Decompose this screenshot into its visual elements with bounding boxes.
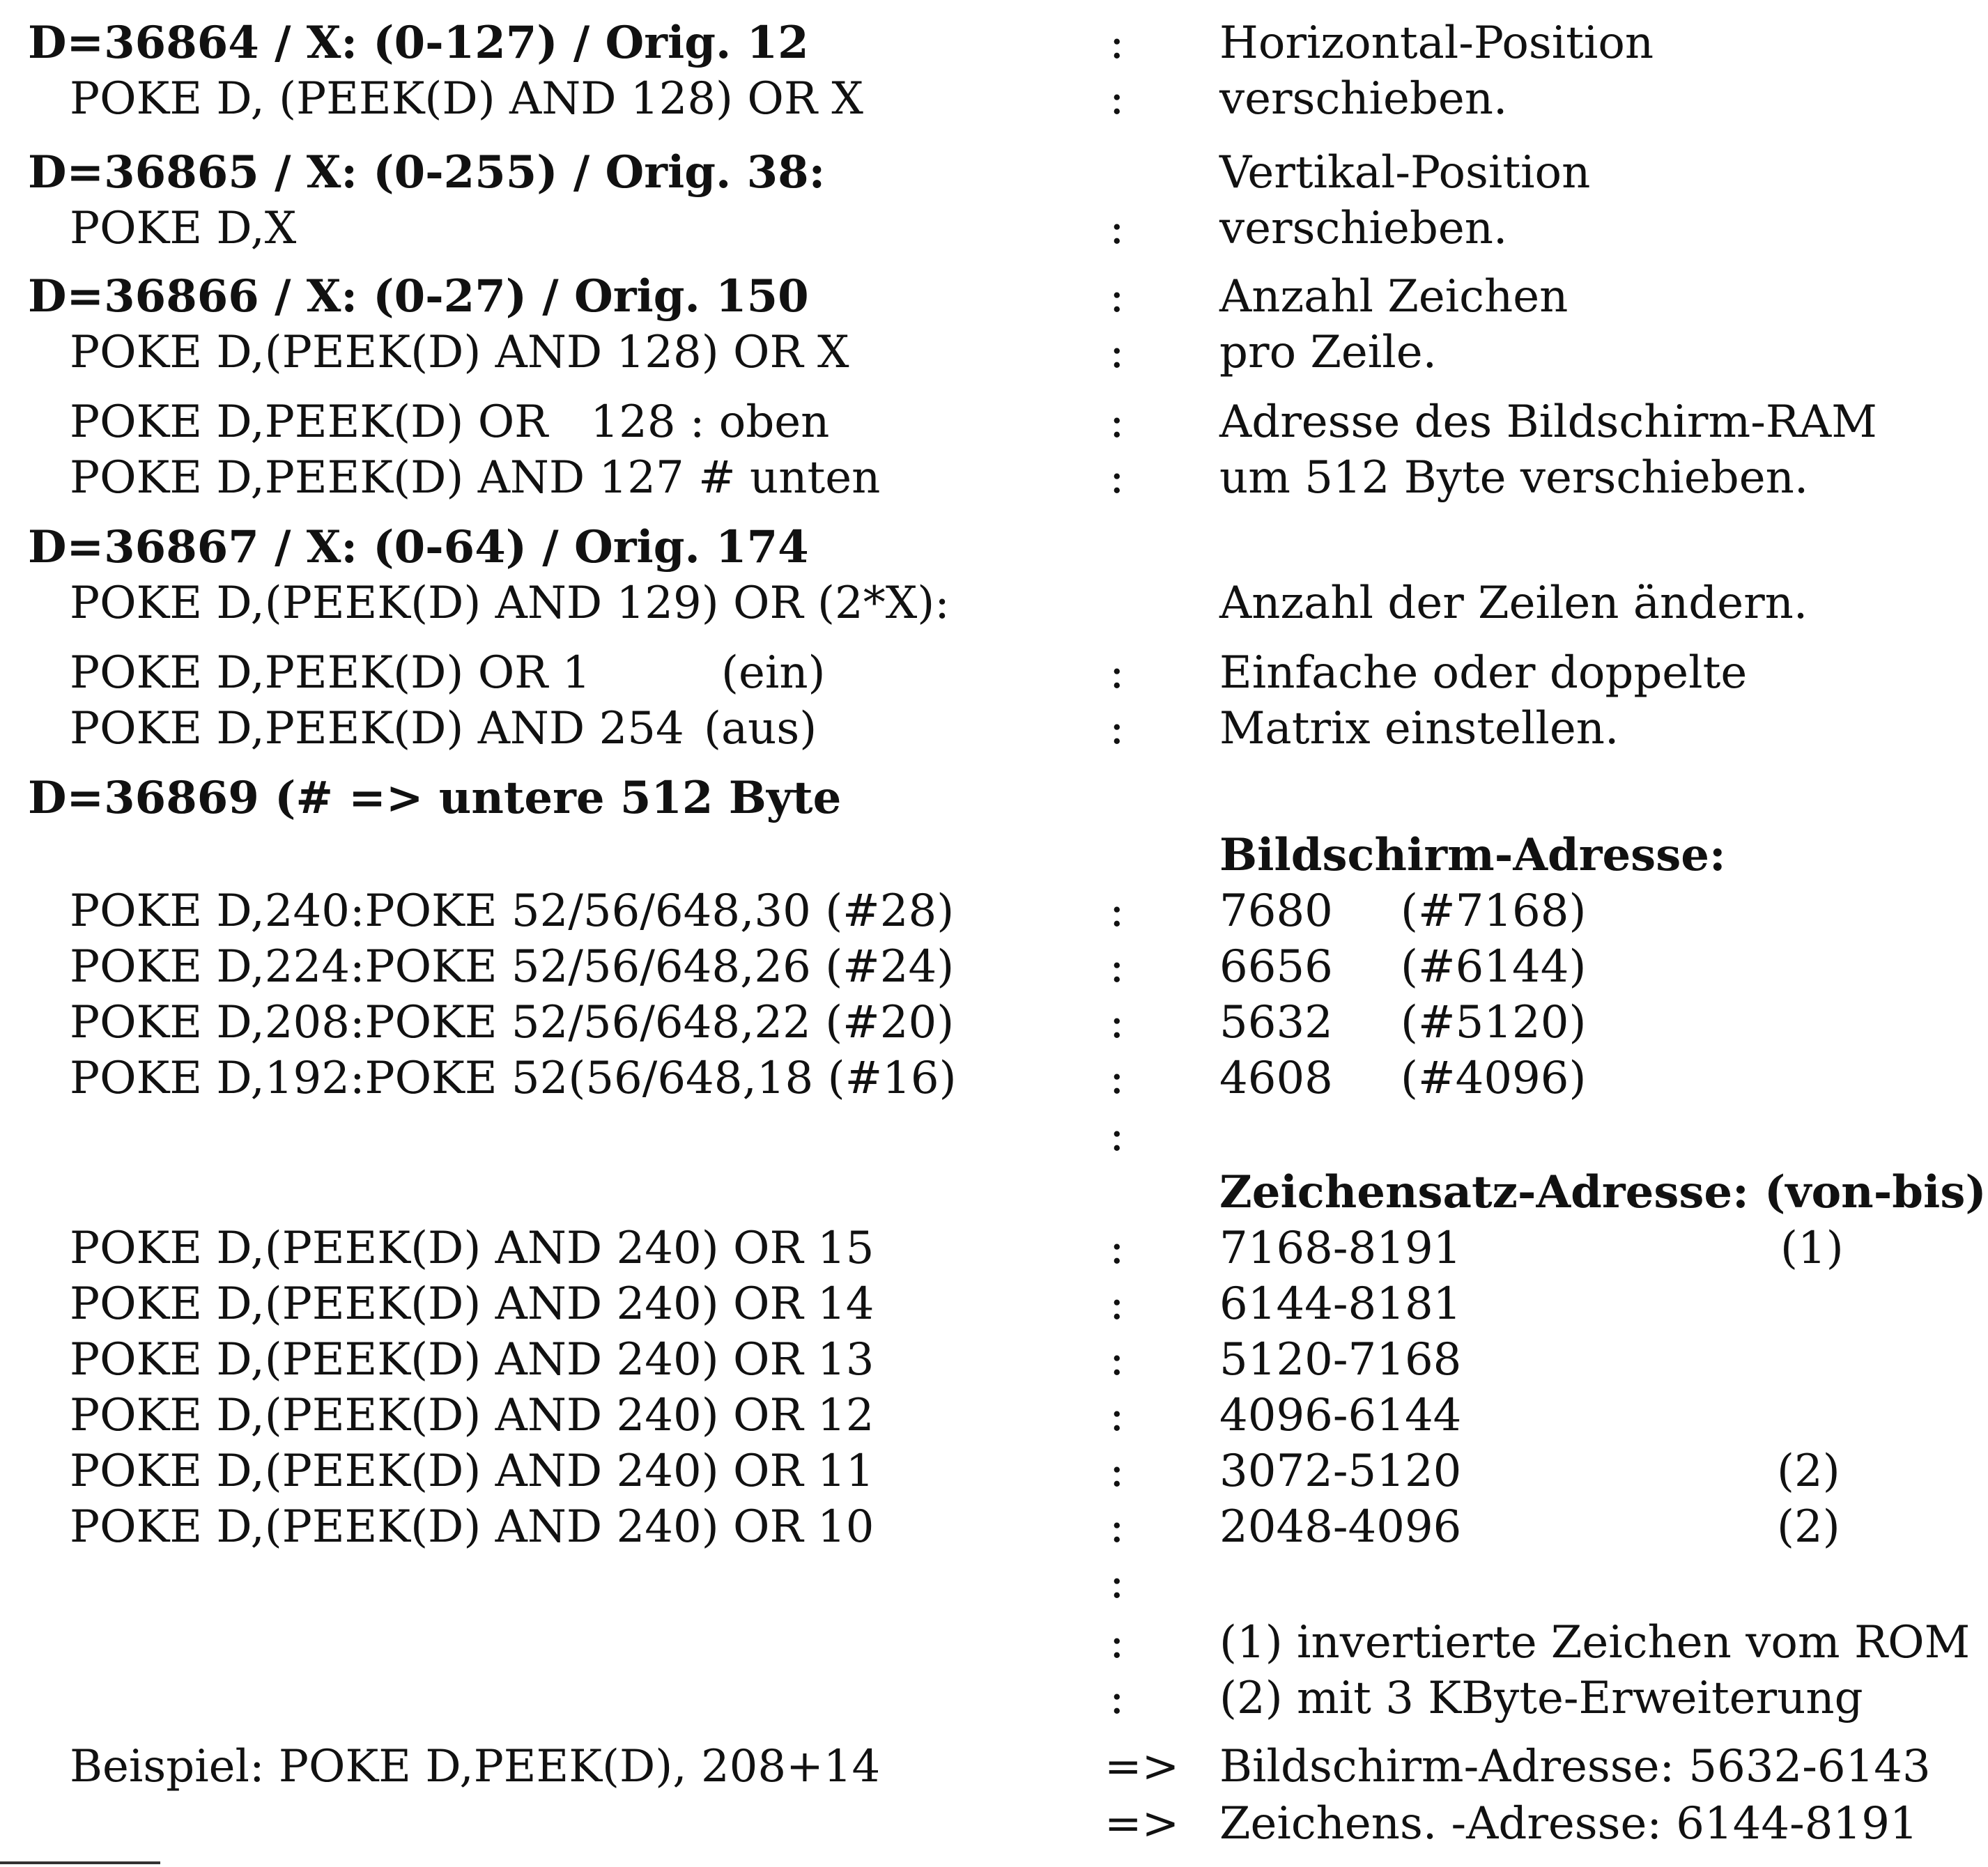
description-line: Anzahl Zeichen: [1219, 271, 1569, 323]
footnote: (2) mit 3 KByte-Erweiterung: [1219, 1673, 1863, 1724]
screen-address: 4608: [1219, 1053, 1333, 1104]
charset-range: 5120-7168: [1219, 1334, 1462, 1386]
code-line: POKE D,(PEEK(D) AND 240) OR 12: [70, 1390, 874, 1441]
code-line: POKE D,PEEK(D) OR 128 : oben: [70, 396, 830, 448]
charset-range: 3072-5120: [1219, 1446, 1462, 1497]
separator-colon: :: [1109, 1334, 1125, 1386]
code-line: POKE D,(PEEK(D) AND 129) OR (2*X):: [70, 578, 950, 629]
description-line: Matrix einstellen.: [1219, 703, 1619, 754]
separator-colon: :: [1109, 1053, 1125, 1104]
code-line: POKE D,(PEEK(D) AND 240) OR 14: [70, 1278, 874, 1330]
code-line: POKE D,192:POKE 52(56/648,18 (#16): [70, 1053, 957, 1104]
separator-colon: :: [1109, 885, 1125, 937]
code-line: POKE D,208:POKE 52/56/648,22 (#20): [70, 997, 955, 1048]
separator-colon: :: [1109, 941, 1125, 993]
separator-colon: :: [1109, 17, 1125, 69]
screen-address-heading: Bildschirm-Adresse:: [1219, 829, 1726, 881]
heading-bold: untere 512 Byte: [438, 772, 842, 824]
code-paren: (ein): [721, 647, 826, 699]
separator-colon: :: [1109, 997, 1125, 1048]
charset-range: 2048-4096: [1219, 1501, 1462, 1553]
code-line: POKE D,(PEEK(D) AND 240) OR 13: [70, 1334, 874, 1386]
separator-arrow: =>: [1104, 1741, 1180, 1792]
description-line: pro Zeile.: [1219, 327, 1437, 378]
result-line: Zeichens. -Adresse: 6144-8191: [1219, 1798, 1918, 1850]
register-heading-36867: D=36867 / X: (0-64) / Orig. 174: [28, 521, 809, 573]
separator-colon: :: [1109, 271, 1125, 323]
separator-colon: :: [1109, 327, 1125, 378]
code-line: POKE D,PEEK(D) AND 254: [70, 703, 684, 754]
description-line: um 512 Byte verschieben.: [1219, 452, 1809, 504]
separator-colon: :: [1109, 73, 1125, 125]
charset-range: 4096-6144: [1219, 1390, 1462, 1441]
register-heading-36866: D=36866 / X: (0-27) / Orig. 150: [28, 270, 809, 323]
code-line: POKE D,(PEEK(D) AND 240) OR 11: [70, 1446, 874, 1497]
footnote: (1) invertierte Zeichen vom ROM: [1219, 1617, 1971, 1668]
screen-address: 7680: [1219, 885, 1333, 937]
bottom-rule: [0, 1861, 160, 1864]
code-line: POKE D, (PEEK(D) AND 128) OR X: [70, 73, 863, 125]
screen-address-alt: (#4096): [1401, 1053, 1587, 1104]
register-heading-36864: D=36864 / X: (0-127) / Orig. 12: [28, 17, 809, 69]
screen-address-alt: (#6144): [1401, 941, 1587, 993]
code-line: POKE D,(PEEK(D) AND 128) OR X: [70, 327, 849, 378]
code-line: POKE D,X: [70, 203, 297, 254]
screen-address: 6656: [1219, 941, 1333, 993]
separator-colon: :: [1109, 1673, 1125, 1724]
separator-colon: :: [1109, 1110, 1125, 1161]
separator-colon: :: [1109, 1557, 1125, 1609]
separator-colon: :: [1109, 396, 1125, 448]
description-line: Anzahl der Zeilen ändern.: [1219, 578, 1808, 629]
code-line: POKE D,240:POKE 52/56/648,30 (#28): [70, 885, 955, 937]
charset-note: (2): [1777, 1501, 1840, 1553]
description-line: Horizontal-Position: [1219, 17, 1654, 69]
code-paren: (aus): [704, 703, 817, 754]
heading-register: D=36869 (# =>: [28, 772, 439, 824]
example-line: Beispiel: POKE D,PEEK(D), 208+14: [70, 1741, 881, 1792]
charset-note: (2): [1777, 1446, 1840, 1497]
separator-colon: :: [1109, 703, 1125, 754]
code-line: POKE D,PEEK(D) AND 127 # unten: [70, 452, 881, 504]
separator-colon: :: [1109, 1446, 1125, 1497]
separator-arrow: =>: [1104, 1798, 1180, 1850]
separator-colon: :: [1109, 1390, 1125, 1441]
result-line: Bildschirm-Adresse: 5632-6143: [1219, 1741, 1931, 1792]
code-line: POKE D,(PEEK(D) AND 240) OR 15: [70, 1223, 874, 1274]
description-line: verschieben.: [1219, 73, 1508, 125]
separator-colon: :: [1109, 452, 1125, 504]
description-line: verschieben.: [1219, 203, 1508, 254]
code-line: POKE D,(PEEK(D) AND 240) OR 10: [70, 1501, 874, 1553]
separator-colon: :: [1109, 1501, 1125, 1553]
charset-range: 6144-8181: [1219, 1278, 1462, 1330]
register-heading-36869: [28, 770, 841, 826]
screen-address-alt: (#5120): [1401, 997, 1587, 1048]
screen-address-alt: (#7168): [1401, 885, 1587, 937]
charset-range: 7168-8191: [1219, 1223, 1462, 1274]
separator-colon: :: [1109, 1617, 1125, 1668]
register-heading-36865: D=36865 / X: (0-255) / Orig. 38:: [28, 146, 826, 199]
description-line: Vertikal-Position: [1219, 147, 1591, 199]
charset-address-heading: Zeichensatz-Adresse: (von-bis): [1219, 1166, 1987, 1218]
separator-colon: :: [1109, 203, 1125, 254]
code-line: POKE D,224:POKE 52/56/648,26 (#24): [70, 941, 955, 993]
charset-note: (1): [1780, 1223, 1844, 1274]
screen-address: 5632: [1219, 997, 1333, 1048]
description-line: Adresse des Bildschirm-RAM: [1219, 396, 1877, 448]
code-line: POKE D,PEEK(D) OR 1: [70, 647, 591, 699]
separator-colon: :: [1109, 1278, 1125, 1330]
separator-colon: :: [1109, 1223, 1125, 1274]
separator-colon: :: [1109, 647, 1125, 699]
description-line: Einfache oder doppelte: [1219, 647, 1748, 699]
